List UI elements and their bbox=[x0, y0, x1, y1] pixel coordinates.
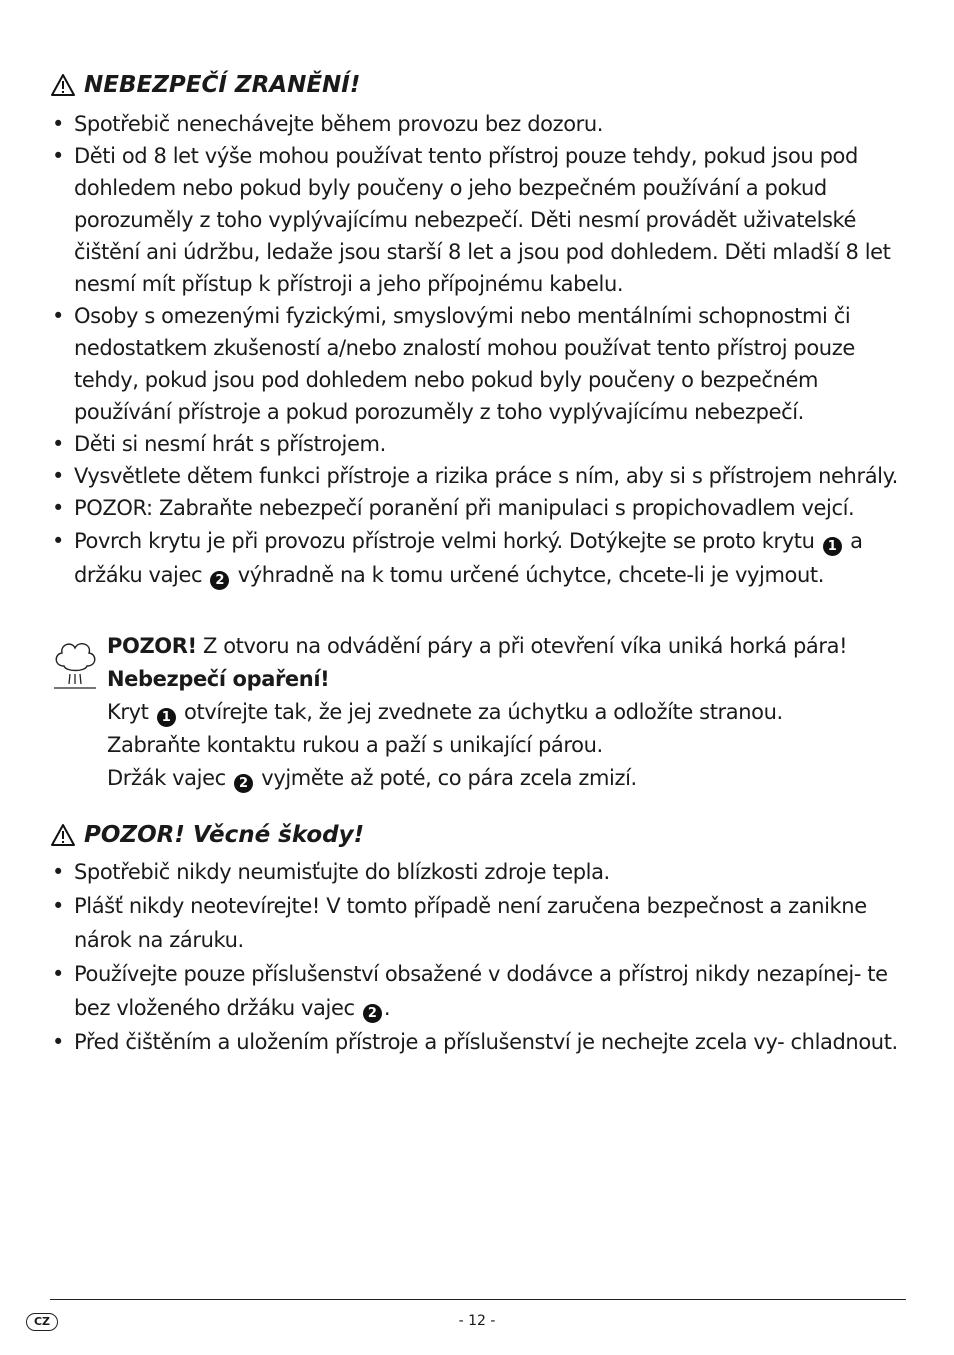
part-number-badge: 2 bbox=[234, 774, 253, 793]
list-item: • Spotřebič nikdy neumisťujte do blízkosti zdroje tepla. bbox=[50, 855, 910, 889]
steam-line bbox=[107, 630, 907, 663]
steam-line: Nebezpečí opaření! bbox=[107, 667, 330, 691]
list-item: • Děti od 8 let výše mohou používat tento přístroj pouze tehdy, pokud jsou pod dohledem nebo pokud byly poučeny o jeho bezpečném používání a pokud porozuměly z toho vyplývajícímu nebezpečí. Děti nesmí provádět uživatelské čištění ani údržbu, ledaže jsou starší 8 let a jsou pod dohledem. Děti mladší 8 let nesmí mít přístup k přístroji a jeho přípojnému kabelu. bbox=[50, 140, 910, 300]
steam-text: Držák vajec bbox=[107, 766, 226, 790]
warning-triangle-icon bbox=[50, 823, 76, 847]
steam-icon bbox=[50, 638, 100, 694]
list-item bbox=[50, 957, 910, 1025]
page-number: - 12 - bbox=[458, 1313, 496, 1329]
steam-line: Zabraňte kontaktu rukou a paží s unikající párou. bbox=[107, 733, 603, 757]
list-item-text: Povrch krytu je při provozu přístroje velmi horký. Dotýkejte se proto krytu bbox=[74, 529, 815, 553]
list-item-text: výhradně na k tomu určené úchytce, chcete-li je vyjmout. bbox=[237, 563, 824, 587]
steam-text: otvírejte tak, že jej zvednete za úchytku a odložíte stranou. bbox=[184, 700, 783, 724]
list-item: • Před čištěním a uložením přístroje a příslušenství je nechejte zcela vy- chladnout. bbox=[50, 1025, 910, 1059]
list-item-text: a držáku vajec bbox=[74, 529, 863, 587]
damage-title: POZOR! Věcné škody! bbox=[84, 822, 365, 848]
injury-heading bbox=[50, 72, 360, 98]
steam-line bbox=[107, 696, 907, 729]
damage-list bbox=[50, 855, 910, 1059]
steam-text: Kryt bbox=[107, 700, 149, 724]
footer-divider bbox=[50, 1299, 906, 1300]
injury-list bbox=[50, 108, 910, 592]
warning-triangle-icon bbox=[50, 73, 76, 97]
list-item: • Osoby s omezenými fyzickými, smyslovými nebo mentálními schopnostmi či nedostatkem zkušeností a/nebo znalostí mohou používat tento přístroj pouze tehdy, pokud jsou pod dohledem nebo pokud byly poučeny o bezpečném používání přístroje a pokud porozuměly z toho vyplývajícímu nebezpečí. bbox=[50, 300, 910, 428]
part-number-badge: 1 bbox=[823, 537, 842, 556]
steam-warning bbox=[107, 630, 907, 795]
language-badge: CZ bbox=[26, 1313, 58, 1331]
list-item: • Spotřebič nenechávejte během provozu bez dozoru. bbox=[50, 108, 910, 140]
list-item: • Vysvětlete dětem funkci přístroje a rizika práce s ním, aby si s přístrojem nehrály. bbox=[50, 460, 910, 492]
part-number-badge: 2 bbox=[210, 571, 229, 590]
steam-line bbox=[107, 762, 907, 795]
part-number-badge: 1 bbox=[157, 708, 176, 727]
list-item-text: . bbox=[383, 996, 391, 1020]
list-item bbox=[50, 524, 910, 592]
injury-title: NEBEZPEČÍ ZRANĚNÍ! bbox=[84, 72, 361, 98]
list-item: • Děti si nesmí hrát s přístrojem. bbox=[50, 428, 910, 460]
part-number-badge: 2 bbox=[363, 1004, 382, 1023]
damage-heading bbox=[50, 822, 364, 848]
steam-text: vyjměte až poté, co pára zcela zmizí. bbox=[261, 766, 637, 790]
list-item-text: Používejte pouze příslušenství obsažené v dodávce a přístroj nikdy nezapínej- te bez vloženého držáku vajec bbox=[74, 962, 888, 1020]
list-item: • Plášť nikdy neotevírejte! V tomto případě není zaručena bezpečnost a zanikne nárok na záruku. bbox=[50, 889, 910, 957]
steam-text: Z otvoru na odvádění páry a při otevření víka uniká horká pára! bbox=[202, 634, 848, 658]
steam-warning-label: POZOR! bbox=[107, 634, 197, 658]
list-item: • POZOR: Zabraňte nebezpečí poranění při manipulaci s propichovadlem vejcí. bbox=[50, 492, 910, 524]
